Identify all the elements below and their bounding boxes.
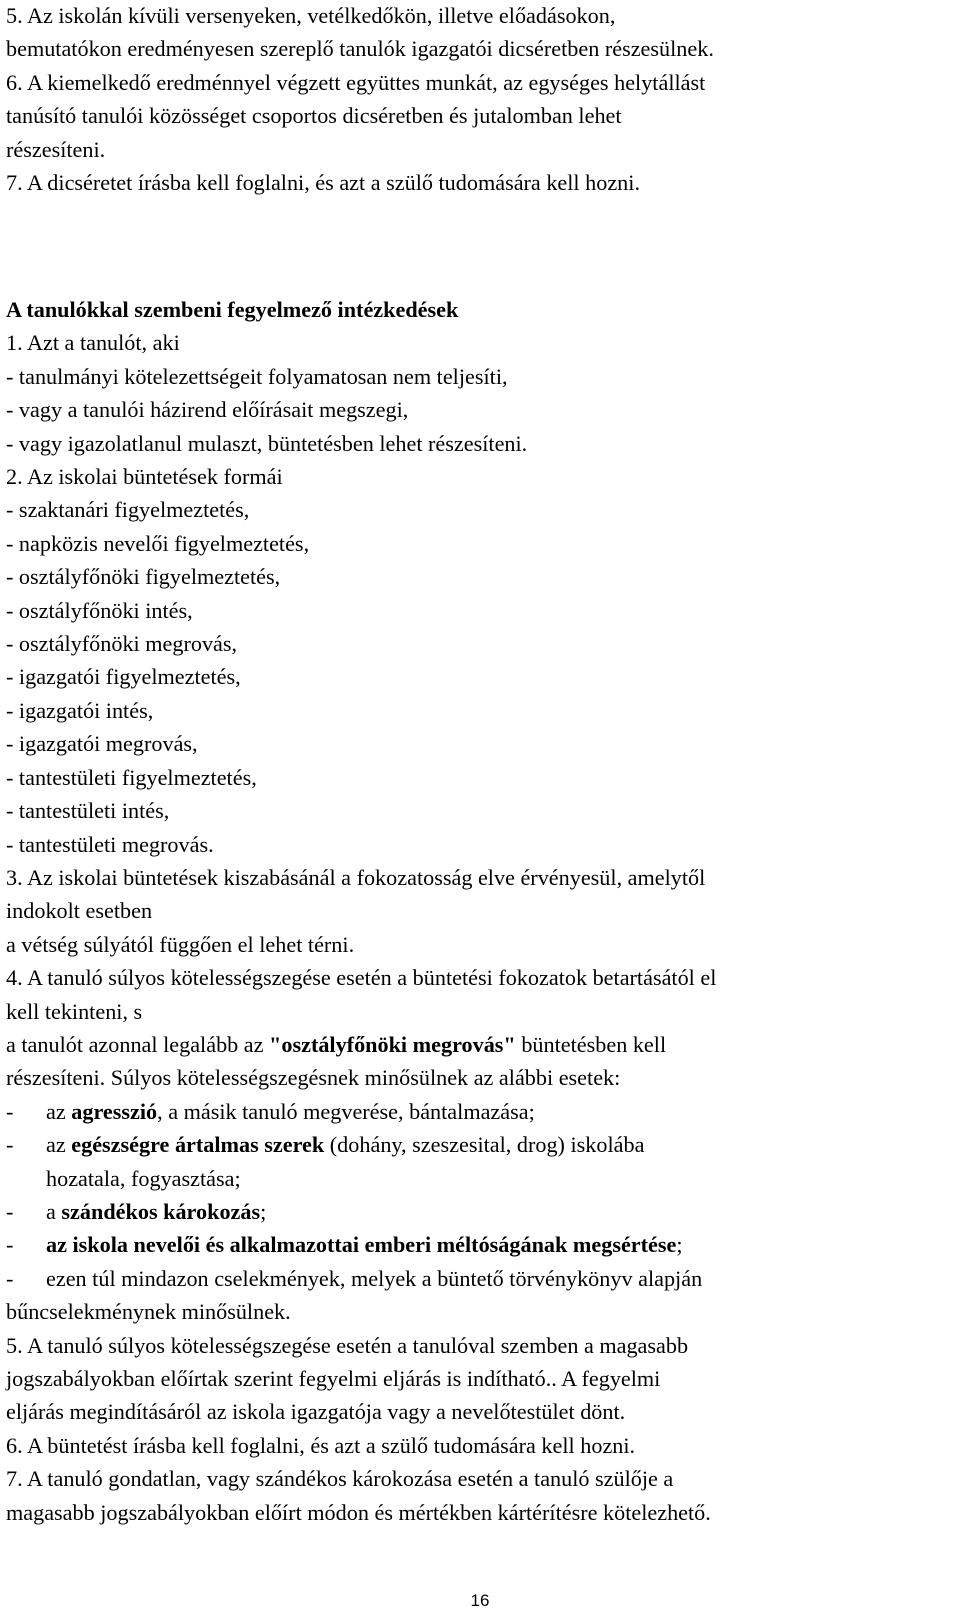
list-item: - tantestületi megrovás. [6, 831, 214, 857]
bullet-item [6, 1228, 946, 1261]
text-run: az [46, 1132, 72, 1158]
text-line: 6. A büntetést írásba kell foglalni, és azt a szülő tudomására kell hozni. [6, 1432, 636, 1458]
list-item: - tantestületi figyelmeztetés, [6, 764, 257, 790]
text-line: - vagy igazolatlanul mulaszt, büntetésben lehet részesíteni. [6, 430, 528, 456]
text-run: a [46, 1198, 62, 1224]
list-item: - osztályfőnöki intés, [6, 597, 193, 623]
text-line: - vagy a tanulói házirend előírásait megszegi, [6, 397, 409, 423]
text-line: 1. Azt a tanulót, aki [6, 330, 180, 356]
text-line [6, 1028, 946, 1061]
text-line: 2. Az iskolai büntetések formái [6, 464, 283, 490]
list-item: - igazgatói figyelmeztetés, [6, 664, 241, 690]
text-line: 4. A tanuló súlyos kötelességszegése esetén a büntetési fokozatok betartásától el [6, 965, 717, 991]
text-line: 5. Az iskolán kívüli versenyeken, vetélkedőkön, illetve előadásokon, [6, 3, 616, 28]
bullet-dash: - [6, 1198, 14, 1224]
bullet-item [6, 1262, 946, 1295]
bullet-dash: - [6, 1232, 14, 1258]
text-run: az [46, 1098, 72, 1124]
bullet-dash: - [6, 1098, 14, 1124]
list-item: - osztályfőnöki figyelmeztetés, [6, 564, 281, 590]
text-line: 7. A tanuló gondatlan, vagy szándékos károkozása esetén a tanuló szülője a [6, 1466, 674, 1492]
bullet-item [6, 1128, 946, 1161]
emphasis-text: az iskola nevelői és alkalmazottai emberi méltóságának megsértése [46, 1232, 677, 1258]
emphasis-text: szándékos károkozás [61, 1198, 261, 1224]
bullet-dash: - [6, 1265, 14, 1291]
text-run: ; [676, 1232, 683, 1258]
emphasis-text: egészségre ártalmas szerek [71, 1132, 325, 1158]
text-run: a tanulót azonnal legalább az [6, 1031, 270, 1057]
list-item: - napközis nevelői figyelmeztetés, [6, 530, 310, 556]
text-line: eljárás megindításáról az iskola igazgatója vagy a nevelőtestület dönt. [6, 1399, 626, 1425]
text-line: - tanulmányi kötelezettségeit folyamatosan nem teljesíti, [6, 363, 508, 389]
text-line: tanúsító tanulói közösséget csoportos dicséretben és jutalomban lehet [6, 103, 622, 129]
bullet-dash: - [6, 1132, 14, 1158]
emphasis-text: "osztályfőnöki megrovás" [269, 1031, 516, 1057]
text-run: ezen túl mindazon cselekmények, melyek a büntető törvénykönyv alapján [46, 1265, 703, 1291]
text-line: bemutatókon eredményesen szereplő tanulók igazgatói dicséretben részesülnek. [6, 36, 714, 62]
list-item: - tantestületi intés, [6, 798, 170, 824]
text-line: indokolt esetben [6, 898, 153, 924]
bullet-item [6, 1095, 946, 1128]
list-item: - igazgatói megrovás, [6, 731, 198, 757]
text-line: jogszabályokban előírtak szerint fegyelmi eljárás is indítható.. A fegyelmi [6, 1366, 661, 1391]
text-line: a vétség súlyától függően el lehet térni. [6, 931, 355, 957]
bullet-continuation: hozatala, fogyasztása; [46, 1165, 241, 1191]
section-heading: A tanulókkal szembeni fegyelmező intézkedések [6, 297, 459, 322]
text-line: 5. A tanuló súlyos kötelességszegése esetén a tanulóval szemben a magasabb [6, 1332, 689, 1358]
text-run: ; [260, 1198, 267, 1224]
bullet-item [6, 1195, 946, 1228]
list-item: - igazgatói intés, [6, 697, 154, 723]
text-line: 6. A kiemelkedő eredménnyel végzett együttes munkát, az egységes helytállást [6, 69, 706, 95]
list-item: - osztályfőnöki megrovás, [6, 631, 238, 657]
text-run: (dohány, szeszesital, drog) iskolába [324, 1132, 645, 1158]
text-line: 3. Az iskolai büntetések kiszabásánál a fokozatosság elve érvényesül, amelytől [6, 864, 706, 890]
top-paragraphs [6, 0, 946, 199]
text-line: részesíteni. Súlyos kötelességszegésnek minősülnek az alábbi esetek: [6, 1065, 621, 1091]
text-line: 7. A dicséretet írásba kell foglalni, és azt a szülő tudomására kell hozni. [6, 170, 640, 196]
text-run: , a másik tanuló megverése, bántalmazása; [157, 1098, 535, 1124]
text-run: büntetésben kell [515, 1031, 667, 1057]
emphasis-text: agresszió [71, 1098, 158, 1124]
discipline-section [6, 293, 946, 1529]
text-line: magasabb jogszabályokban előírt módon és mértékben kártérítésre kötelezhető. [6, 1499, 711, 1525]
page-number: 16 [470, 1591, 490, 1610]
list-item: - szaktanári figyelmeztetés, [6, 497, 250, 523]
text-line: részesíteni. [6, 136, 106, 162]
text-line: bűncselekménynek minősülnek. [6, 1299, 291, 1325]
text-line: kell tekinteni, s [6, 998, 143, 1024]
